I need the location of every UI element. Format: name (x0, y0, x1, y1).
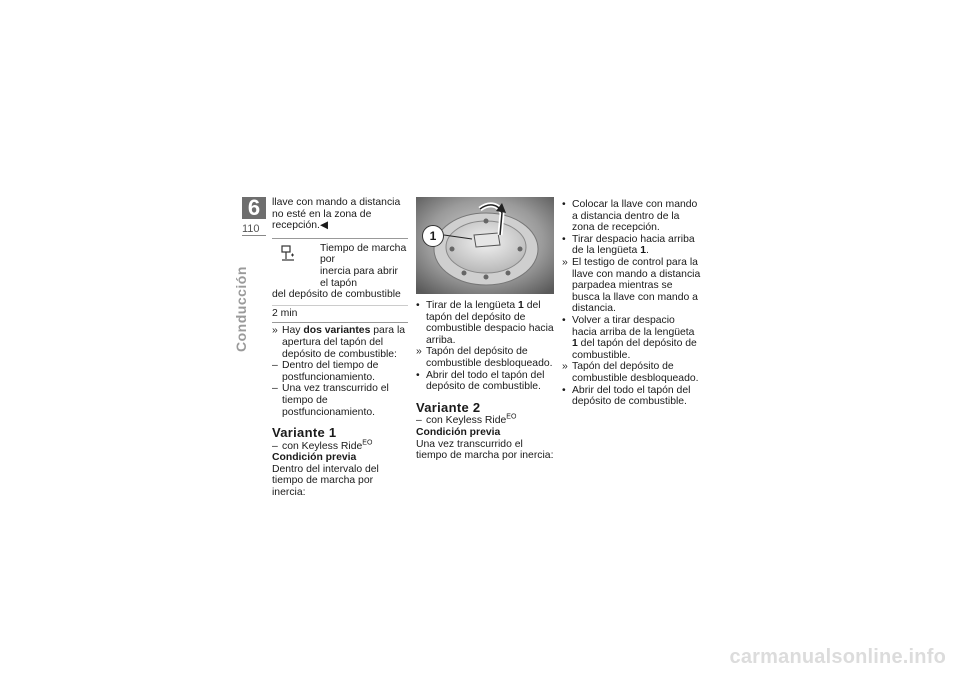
list-marker: • (562, 199, 566, 210)
list-text-bold: dos variantes (303, 325, 371, 337)
list-text-post: del tapón del depósito de combustible despacio hacia arriba. (426, 300, 554, 346)
intro-text: llave con mando a distancia no esté en la zona de recepción.◀ (272, 197, 401, 232)
list-text-pre: Tirar despacio hacia arriba de la lengüeta (572, 233, 695, 257)
list-item (416, 346, 554, 369)
option-sup: EO (506, 413, 517, 421)
list-text-bold: 1 (518, 300, 524, 311)
chapter-number: 6 (242, 197, 266, 219)
col1-list (272, 325, 408, 418)
list-text-pre: Volver a tirar despacio hacia arriba de la lengüeta (572, 314, 695, 338)
list-item (272, 325, 408, 360)
list-text-pre: Hay (282, 325, 304, 337)
list-marker: » (272, 325, 278, 337)
col3-list (562, 199, 702, 408)
list-marker: • (562, 233, 566, 245)
list-item (562, 234, 702, 257)
list-text-bold: 1 (572, 338, 578, 350)
watermark: carmanualsonline.info (729, 646, 946, 668)
column-3 (562, 197, 702, 408)
list-item: – con Keyless Ride$^{EO}$ (416, 413, 517, 427)
chapter-title: Conducción (233, 266, 249, 352)
list-marker: » (416, 346, 422, 358)
callout-number: 1 (422, 225, 444, 247)
list-item (272, 383, 408, 418)
condition-2-text: Una vez transcurrido el tiempo de marcha por inercia: (416, 438, 554, 462)
list-marker: » (562, 256, 568, 268)
note-line-a: Tiempo de marcha por (320, 242, 407, 266)
list-item (562, 385, 702, 408)
list-item: – con Keyless Ride$^{EO}$ (272, 439, 373, 452)
list-text-bold: 1 (640, 245, 646, 257)
list-text-post: del tapón del depósito de combustible. (572, 338, 697, 361)
variant-2-title: Variante 2 (416, 399, 481, 415)
option-text: con Keyless Ride (426, 415, 507, 427)
list-marker: • (562, 384, 566, 396)
option-text: con Keyless Ride (282, 440, 363, 452)
list-text-post: . (645, 245, 649, 257)
page-number: 110 (242, 223, 260, 235)
list-item (562, 315, 702, 361)
list-text-pre: Abrir del todo el tapón del depósito de combustible. (426, 369, 545, 393)
column-2 (416, 298, 554, 462)
condition-1-title: Condición previa (272, 452, 357, 464)
list-text-pre: Abrir del todo el tapón del depósito de combustible. (572, 384, 691, 408)
list-item (272, 360, 408, 383)
list-text-pre: Tirar de la lengüeta (426, 300, 519, 311)
page-rule (242, 235, 266, 236)
condition-1-text: Dentro del intervalo del tiempo de marcha por inercia: (272, 463, 379, 499)
list-text-pre: Dentro del tiempo de postfuncionamiento. (282, 360, 379, 383)
variant-2-option (416, 415, 554, 427)
option-sup: EO (362, 439, 373, 447)
list-text-post: para la apertura del tapón del depósito de combustible: (282, 325, 406, 360)
info-note (272, 238, 408, 324)
list-text-pre: Tapón del depósito de combustible desbloqueado. (572, 361, 699, 384)
list-item (562, 199, 702, 234)
list-text-pre: Una vez transcurrido el tiempo de postfuncionamiento. (282, 383, 389, 418)
col2-list (416, 300, 554, 393)
list-item (562, 361, 702, 384)
fuel-timer-icon (280, 244, 296, 264)
list-text-pre: El testigo de control para la llave con mando a distancia parpadea mientras se busca la llave con mando a distancia. (572, 256, 701, 315)
list-text-pre: Tapón del depósito de combustible desbloqueado. (426, 346, 553, 369)
variant-1-title: Variante 1 (272, 425, 337, 441)
list-item (416, 370, 554, 393)
list-marker: • (416, 300, 420, 311)
list-text-pre: Colocar la llave con mando a distancia dentro de la zona de recepción. (572, 199, 698, 234)
list-marker: – (272, 383, 278, 395)
list-item (416, 300, 554, 346)
note-line-c: del depósito de combustible (272, 289, 401, 301)
note-line-b: inercia para abrir el tapón (320, 265, 398, 289)
list-marker: » (562, 361, 568, 373)
list-item (562, 257, 702, 315)
note-value: 2 min (272, 305, 408, 323)
list-marker: – (272, 360, 278, 372)
list-marker: • (562, 314, 566, 326)
variant-1-option (272, 441, 408, 453)
column-1 (272, 197, 408, 499)
condition-2-title: Condición previa (416, 426, 501, 438)
list-marker: • (416, 369, 420, 381)
